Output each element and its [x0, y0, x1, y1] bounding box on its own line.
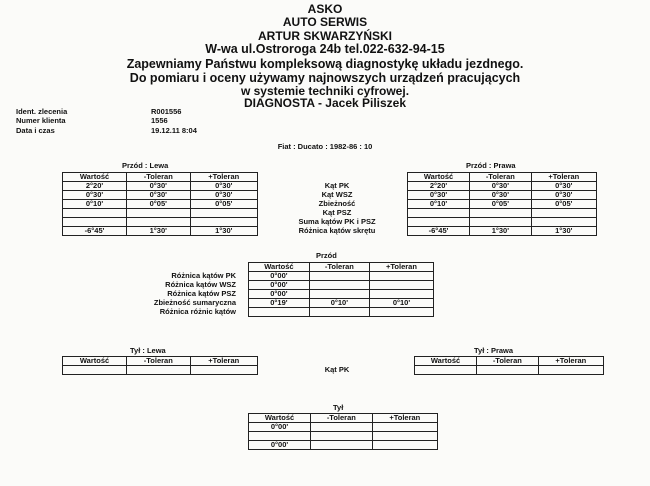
row-label: Różnica kątów WSZ	[165, 280, 236, 289]
row-label: Kąt PSZ	[322, 208, 352, 217]
row-label: Kąt PK	[324, 365, 350, 374]
minus-tolerance-header: -Toleran	[309, 263, 369, 272]
value-cell: 0°30'	[408, 191, 470, 200]
table-header-row	[415, 357, 604, 366]
rear-right-title: Tył : Prawa	[474, 346, 514, 355]
plus-tolerance-cell: 0°05'	[190, 200, 257, 209]
company-address: W-wa ul.Ostroroga 24b tel.022-632-94-15	[205, 42, 445, 56]
row-label: Różnica różnic kątów	[159, 307, 236, 316]
plus-tolerance-header: +Toleran	[190, 173, 257, 182]
row-label: Różnica kątów skrętu	[298, 226, 376, 235]
front-axle-title: Przód	[316, 251, 337, 260]
date-time-value: 19.12.11 8:04	[151, 126, 197, 135]
minus-tolerance-cell	[311, 432, 373, 441]
table-row	[249, 299, 434, 308]
minus-tolerance-cell	[477, 366, 539, 375]
value-cell: 0°30'	[63, 191, 127, 200]
client-number-label: Numer klienta	[16, 116, 66, 125]
table-header-row	[63, 357, 258, 366]
row-label: Kąt WSZ	[321, 190, 353, 199]
plus-tolerance-cell	[372, 441, 437, 450]
table-row	[63, 366, 258, 375]
table-row	[408, 227, 597, 236]
minus-tolerance-cell: 0°30'	[470, 182, 532, 191]
minus-tolerance-cell: 0°10'	[309, 299, 369, 308]
front-right-title: Przód : Prawa	[466, 161, 516, 170]
value-cell	[249, 308, 310, 317]
minus-tolerance-cell	[309, 308, 369, 317]
rear-left-table	[62, 356, 258, 375]
minus-tolerance-cell: 0°30'	[127, 182, 190, 191]
plus-tolerance-cell: 0°30'	[531, 182, 596, 191]
minus-tolerance-cell: 0°05'	[470, 200, 532, 209]
value-cell: 2°20'	[408, 182, 470, 191]
plus-tolerance-cell	[372, 423, 437, 432]
minus-tolerance-cell: 0°30'	[127, 191, 190, 200]
table-row	[415, 366, 604, 375]
date-time-label: Data i czas	[16, 126, 55, 135]
table-row	[408, 200, 597, 209]
minus-tolerance-header: -Toleran	[127, 173, 190, 182]
plus-tolerance-cell	[531, 209, 596, 218]
plus-tolerance-cell: 1°30'	[190, 227, 257, 236]
minus-tolerance-cell: 0°30'	[470, 191, 532, 200]
order-id-value: R001556	[151, 107, 182, 116]
minus-tolerance-cell	[309, 281, 369, 290]
value-header: Wartość	[408, 173, 470, 182]
value-cell: 0°10'	[408, 200, 470, 209]
table-row	[249, 423, 438, 432]
minus-tolerance-cell	[311, 423, 373, 432]
rear-axle-title: Tył	[333, 403, 344, 412]
front-left-title: Przód : Lewa	[122, 161, 169, 170]
value-cell: 0°00'	[249, 290, 310, 299]
value-header: Wartość	[249, 263, 310, 272]
table-row	[63, 227, 258, 236]
value-cell: 2°20'	[63, 182, 127, 191]
front-axle-table	[248, 262, 434, 317]
minus-tolerance-header: -Toleran	[311, 414, 373, 423]
row-label: Kąt PK	[324, 181, 350, 190]
front-right-table	[407, 172, 597, 236]
value-cell: 0°00'	[249, 441, 311, 450]
plus-tolerance-cell	[369, 308, 433, 317]
plus-tolerance-cell	[372, 432, 437, 441]
plus-tolerance-cell: 0°10'	[369, 299, 433, 308]
value-cell	[63, 366, 127, 375]
value-cell: 0°00'	[249, 423, 311, 432]
value-cell: -6°45'	[408, 227, 470, 236]
minus-tolerance-cell	[127, 209, 190, 218]
row-label: Różnica kątów PSZ	[167, 289, 236, 298]
value-cell: -6°45'	[63, 227, 127, 236]
plus-tolerance-cell: 0°30'	[531, 191, 596, 200]
plus-tolerance-cell: 0°05'	[531, 200, 596, 209]
minus-tolerance-cell: 1°30'	[127, 227, 190, 236]
vehicle-info: Fiat : Ducato : 1982-86 : 10	[277, 142, 373, 151]
plus-tolerance-cell	[369, 281, 433, 290]
value-cell: 0°19'	[249, 299, 310, 308]
value-header: Wartość	[63, 173, 127, 182]
minus-tolerance-cell: 0°05'	[127, 200, 190, 209]
value-header: Wartość	[249, 414, 311, 423]
company-name: ASKO	[307, 2, 343, 16]
plus-tolerance-header: +Toleran	[538, 357, 603, 366]
row-label: Zbieżność sumaryczna	[153, 298, 236, 307]
table-row	[63, 209, 258, 218]
row-label: Różnica kątów PK	[171, 271, 236, 280]
client-number-value: 1556	[151, 116, 168, 125]
owner-name: ARTUR SKWARZYŃSKI	[258, 29, 392, 43]
minus-tolerance-cell	[311, 441, 373, 450]
minus-tolerance-header: -Toleran	[477, 357, 539, 366]
table-row	[408, 209, 597, 218]
value-header: Wartość	[63, 357, 127, 366]
plus-tolerance-cell: 1°30'	[531, 227, 596, 236]
minus-tolerance-cell	[127, 366, 190, 375]
table-row	[63, 200, 258, 209]
value-cell: 0°00'	[249, 272, 310, 281]
minus-tolerance-header: -Toleran	[127, 357, 190, 366]
minus-tolerance-cell	[470, 209, 532, 218]
rear-axle-table	[248, 413, 438, 450]
intro-line-1: Zapewniamy Państwu kompleksową diagnostykę układu jezdnego.	[126, 57, 524, 71]
plus-tolerance-cell: 0°30'	[190, 191, 257, 200]
intro-line-2: Do pomiaru i oceny używamy najnowszych urządzeń pracujących	[129, 71, 521, 85]
plus-tolerance-cell	[369, 272, 433, 281]
rear-right-table	[414, 356, 604, 375]
diagnostician: DIAGNOSTA - Jacek Piliszek	[243, 96, 407, 110]
rear-left-title: Tył : Lewa	[130, 346, 166, 355]
minus-tolerance-cell	[309, 272, 369, 281]
order-id-label: Ident. zlecenia	[16, 107, 68, 116]
table-row	[249, 441, 438, 450]
row-label: Suma kątów PK i PSZ	[298, 217, 376, 226]
value-cell: 0°10'	[63, 200, 127, 209]
value-header: Wartość	[415, 357, 477, 366]
plus-tolerance-header: +Toleran	[369, 263, 433, 272]
plus-tolerance-cell	[538, 366, 603, 375]
company-subtitle: AUTO SERWIS	[282, 15, 368, 29]
row-label: Zbieżność	[318, 199, 356, 208]
table-row	[249, 308, 434, 317]
value-cell: 0°00'	[249, 281, 310, 290]
intro-line-3: w systemie techniki cyfrowej.	[240, 84, 410, 98]
front-left-table	[62, 172, 258, 236]
minus-tolerance-header: -Toleran	[470, 173, 532, 182]
plus-tolerance-header: +Toleran	[190, 357, 257, 366]
plus-tolerance-cell: 0°30'	[190, 182, 257, 191]
value-cell	[63, 209, 127, 218]
plus-tolerance-header: +Toleran	[372, 414, 437, 423]
plus-tolerance-header: +Toleran	[531, 173, 596, 182]
minus-tolerance-cell: 1°30'	[470, 227, 532, 236]
